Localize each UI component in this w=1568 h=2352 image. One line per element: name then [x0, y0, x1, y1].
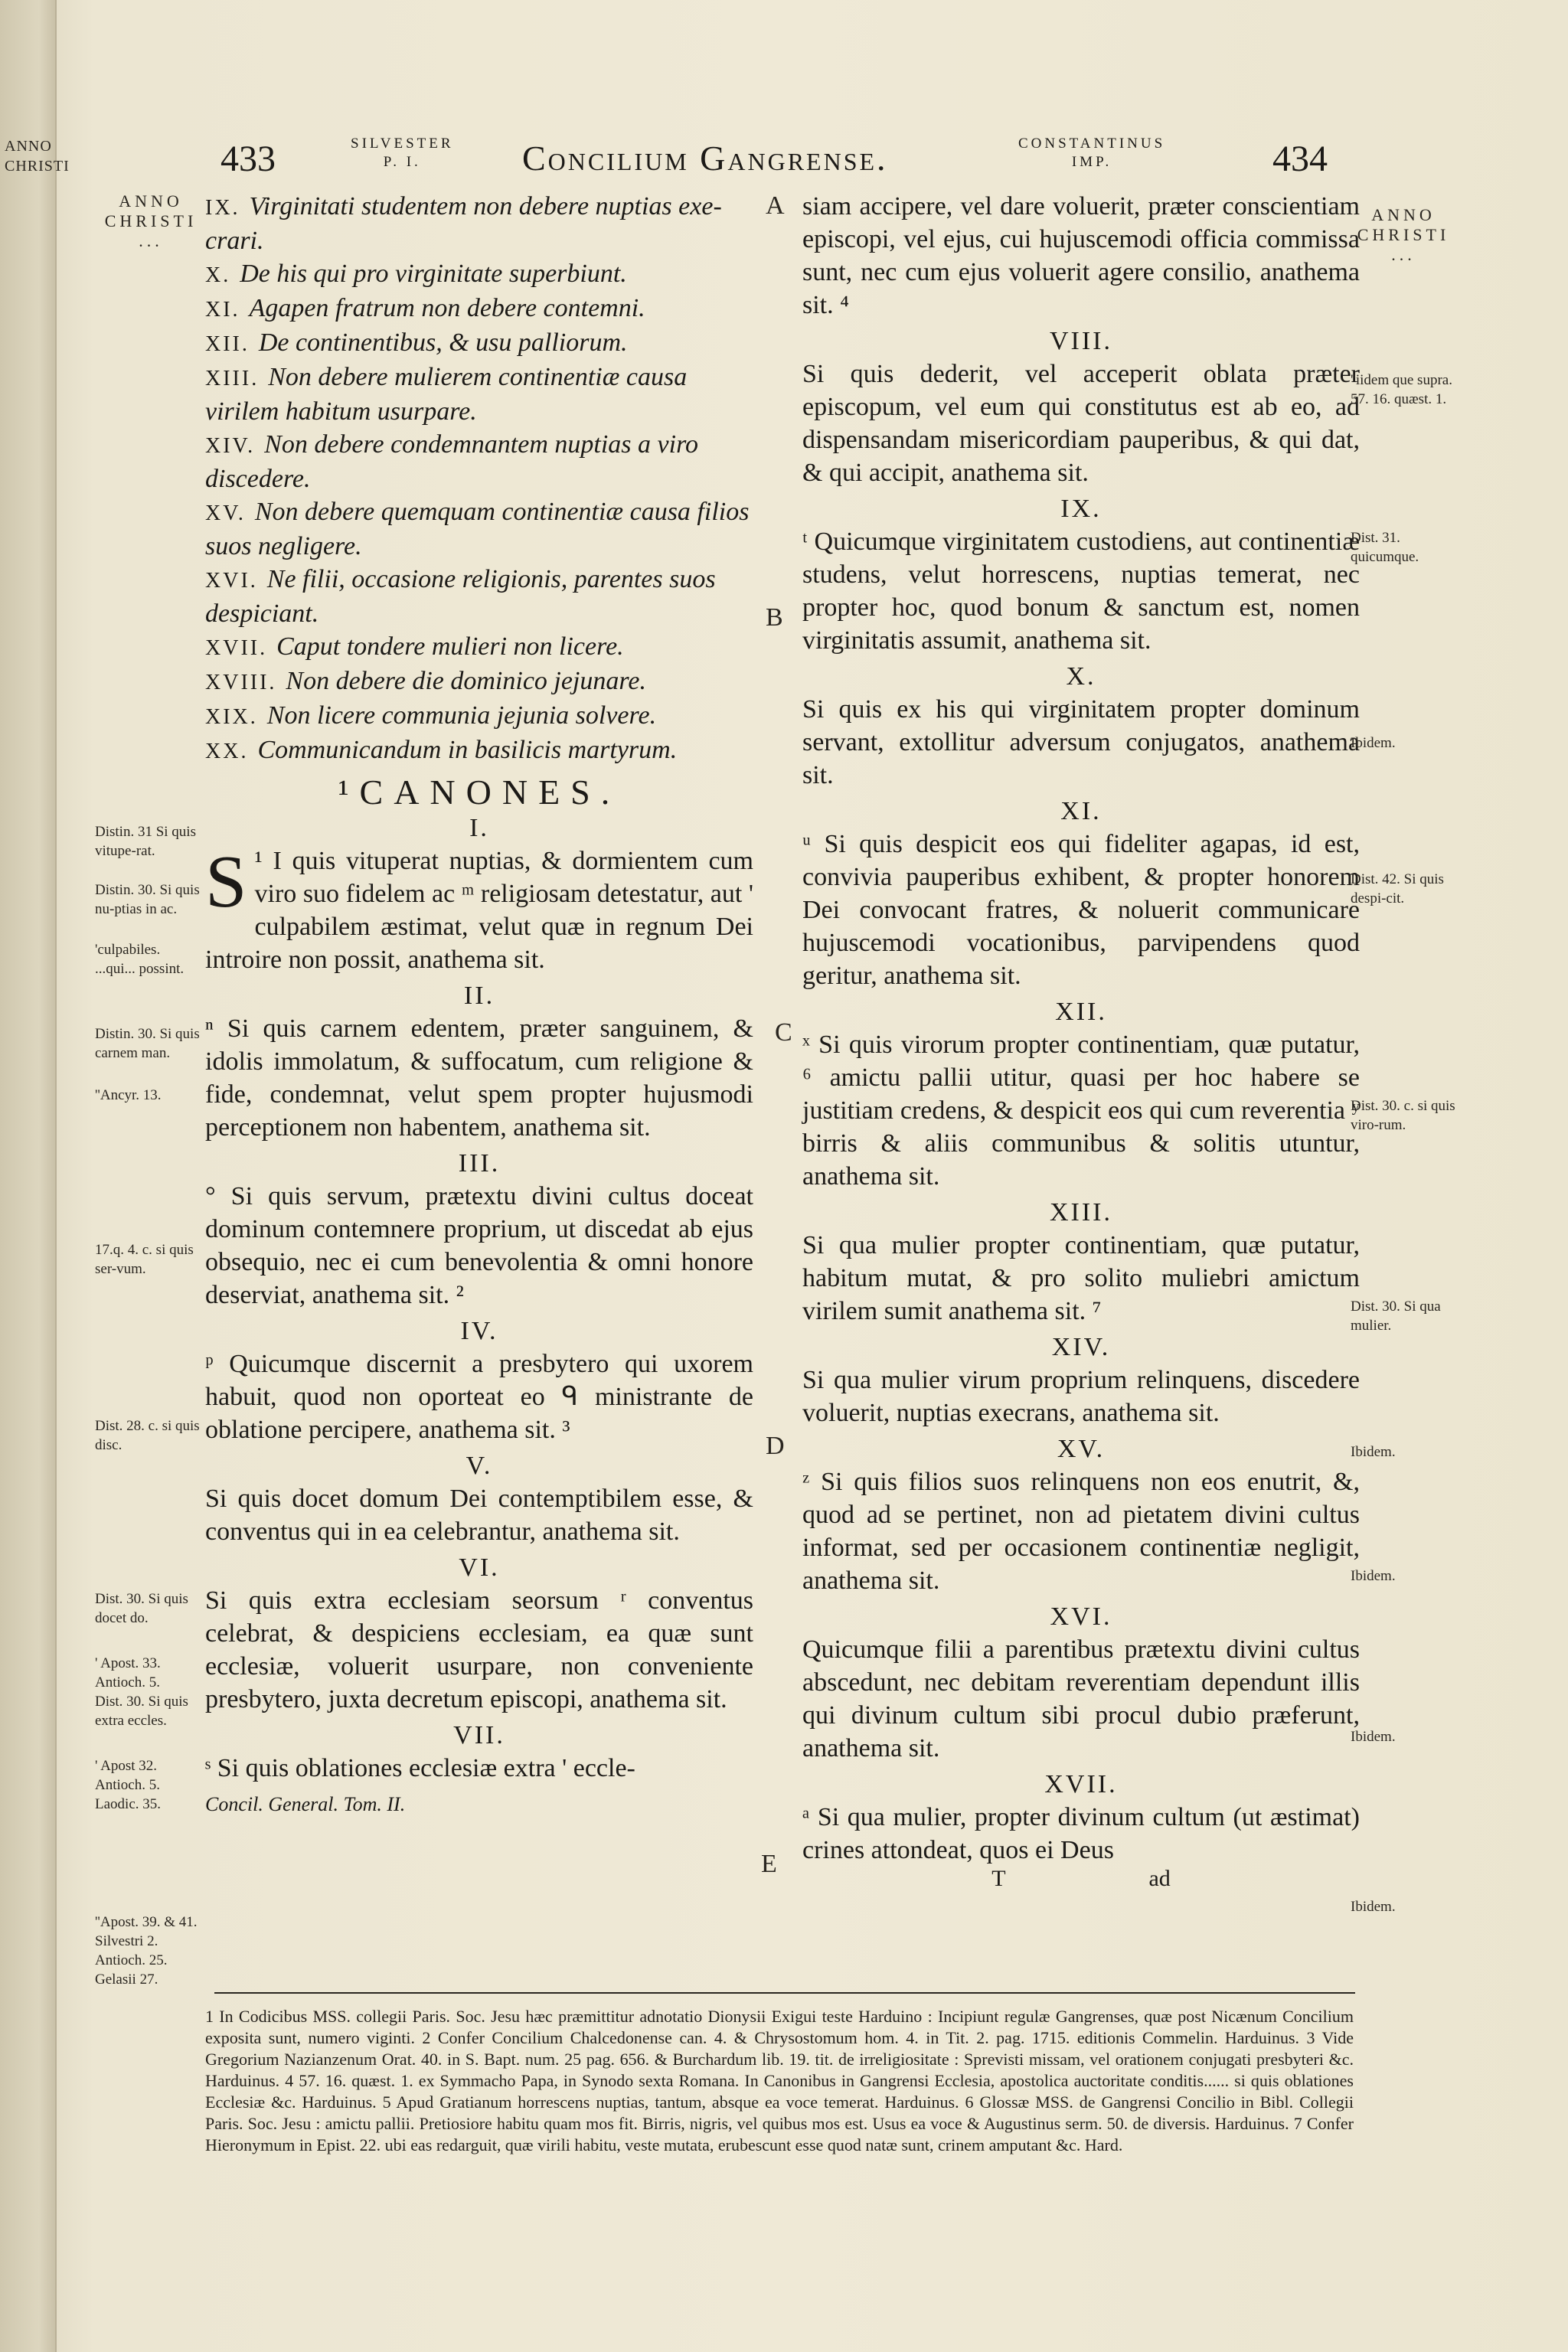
margin-note: ''Apost. 39. & 41. Silvestri 2. Antioch. 25. Gelasii 27.: [95, 1914, 198, 1988]
canon-body-text: ¹ I quis vituperat nuptias, & dormientem cum viro suo fidelem ac ᵐ religiosam detestatur, aut ' culpabilem æstimat, velut quæ in regnum Dei introire non possit, anathema sit.: [205, 847, 753, 974]
margin-note: Ibidem.: [1351, 1568, 1396, 1584]
toc-item: [205, 733, 753, 768]
toc-text: De continentibus, & usu palliorum.: [258, 328, 628, 357]
canon-text: siam accipere, vel dare voluerit, præter conscientiam episcopi, vel ejus, cui hujuscemodi officia commissa sunt, nec cum ejus voluerit agere consilio, anathema sit. ⁴: [802, 192, 1360, 319]
christi-label: CHRISTI: [104, 211, 198, 230]
section-letter-e: E: [761, 1850, 777, 1878]
canon-text: ᵃ Si qua mulier, propter divinum cultum (ut æstimat) crines attondeat, quos ei Deus: [802, 1803, 1360, 1864]
canon-text: ᵗ Quicumque virginitatem custodiens, aut continentiæ studens, velut horrescens, nuptias temerat, nec propter hoc, quod bonum & sanctum est, nomen virginitatis assumit, anathema sit.: [802, 528, 1360, 655]
canon-number: IX.: [1060, 495, 1102, 523]
canon-text: ᶻ Si quis filios suos relinquens non eos enutrit, &, quod ad se pertinet, non ad pietatem divini cultus informat, sed per occasionem continentiæ negligit, anathema sit.: [802, 1468, 1360, 1595]
anno-label: ANNO: [119, 191, 183, 211]
toc-item: [205, 361, 753, 428]
canones-heading: ¹CANONES.: [338, 773, 621, 812]
header-pope-name: SILVESTER: [351, 136, 454, 152]
header-emperor-title: IMP.: [1071, 154, 1112, 170]
toc-text: Non debere mulierem continentiæ causa virilem habitum usurpare.: [205, 363, 688, 426]
section-letter-c: C: [775, 1018, 792, 1047]
toc-item: [205, 292, 753, 326]
page-title: Concilium Gangrense.: [522, 139, 888, 178]
toc-item: [205, 699, 753, 733]
toc-number: XI.: [205, 298, 240, 322]
toc-item: [205, 495, 753, 563]
toc-item: [205, 428, 753, 495]
canon-text: ⁿ Si quis carnem edentem, præter sanguinem, & idolis immolatum, & suffocatum, cum religione & fide, condemnat, velut spem propter hujusmodi perceptionem non habentem, anathema sit.: [205, 1014, 753, 1142]
anno-label: ANNO: [1371, 205, 1436, 224]
canon-number: I.: [469, 814, 489, 842]
page-number-left: 433: [220, 139, 276, 179]
toc-number: XV.: [205, 501, 246, 525]
header-pope-title: P. I.: [383, 154, 421, 170]
toc-item: [205, 190, 753, 257]
header-pope: [351, 135, 454, 172]
section-letter-d: D: [766, 1432, 785, 1460]
margin-note: Dist. 30. Si quis extra eccles.: [95, 1694, 188, 1729]
toc-number: X.: [205, 263, 231, 287]
toc-item: [205, 563, 753, 630]
margin-note: Dist. 30. c. si quis viro-rum.: [1351, 1098, 1455, 1133]
margin-note: 17.q. 4. c. si quis ser-vum.: [95, 1242, 194, 1277]
header-emperor: [1018, 135, 1165, 172]
margin-note: 'culpabiles. ...qui... possint.: [95, 942, 185, 977]
margin-note: ' Apost 32. Antioch. 5. Laodic. 35.: [95, 1758, 162, 1812]
canon-number: XVI.: [1050, 1602, 1112, 1631]
canon-text: Si quis ex his qui virginitatem propter dominum servant, extollitur adversum conjugatos, anathema sit.: [802, 695, 1360, 789]
toc-number: XVI.: [205, 569, 258, 593]
signature-letter: [802, 1862, 1360, 1895]
toc-text: Ne filii, occasione religionis, parentes suos despiciant.: [205, 565, 716, 628]
canon-number: VI.: [459, 1553, 500, 1582]
toc-text: De his qui pro virginitate superbiunt.: [240, 260, 627, 288]
canon-number: VII.: [453, 1721, 505, 1749]
toc-text: Caput tondere mulieri non licere.: [276, 632, 624, 661]
year-placeholder: ...: [1391, 245, 1416, 264]
toc-number: XX.: [205, 740, 249, 763]
margin-note: Dist. 42. Si quis despi-cit.: [1351, 871, 1444, 906]
year-placeholder: ...: [139, 231, 163, 250]
signature-mark: Concil. General. Tom. II.: [205, 1793, 406, 1815]
margin-note: ''iidem que supra. 57. 16. quæst. 1.: [1351, 372, 1452, 407]
canon-number: VIII.: [1049, 327, 1113, 355]
canon-number: IV.: [460, 1317, 498, 1345]
canon-text: ᵘ Si quis despicit eos qui fideliter agapas, id est, convivia pauperibus exhibent, & propter honorem Dei convocant fratres, & noluerit communicare hujuscemodi vocationibus, parvipendens quod geritur, anathema sit.: [802, 830, 1360, 990]
canon-text: ᵖ Quicumque discernit a presbytero qui uxorem habuit, quod non oporteat eo ᑫ ministrante de oblatione percipere, anathema sit. ³: [205, 1350, 753, 1444]
margin-note: ' Apost. 33. Antioch. 5.: [95, 1655, 161, 1690]
left-column: [205, 190, 753, 1821]
toc-number: XII.: [205, 332, 250, 356]
canon-number: II.: [463, 982, 495, 1010]
toc-number: XIII.: [205, 367, 260, 390]
toc-text: Non debere condemnantem nuptias a viro discedere.: [205, 430, 699, 493]
drop-cap: S: [205, 841, 247, 923]
previous-page-edge: [0, 0, 70, 2352]
margin-note: Dist. 28. c. si quis disc.: [95, 1418, 200, 1453]
margin-note: Distin. 30. Si quis carnem man.: [95, 1026, 200, 1061]
margin-note: Dist. 30. Si quis docet do.: [95, 1591, 188, 1626]
toc-text: Communicandum in basilicis martyrum.: [257, 736, 678, 764]
canon-number: XV.: [1057, 1435, 1106, 1463]
canon-number: XII.: [1055, 998, 1107, 1026]
header-emperor-name: CONSTANTINUS: [1018, 136, 1166, 152]
toc-item: [205, 257, 753, 292]
footnotes: 1 In Codicibus MSS. collegii Paris. Soc. Jesu hæc præmittitur adnotatio Dionysii Exigui teste Harduino : Incipiunt regulæ Gangrenses, quæ post Nicænum Concilium exposita sunt, numero viginti. 2 Confer Concilium Chalcedonense can. 4. & Chrysostomum hom. 4. in Tit. 2. pag. 1715. editionis Commelin. Harduinus. 3 Vide Gregorium Nazianzenum Orat. 40. in S. Bapt. num. 25 pag. 656. & Burchardum lib. 19. tit. de irreligiositate : Sprevisti missam, vel orationem conjugati presbyteri &c. Harduinus. 4 57. 16. quæst. 1. ex Symmacho Papa, in Synodo sexta Romana. In Canonibus in Gangrensi Ecclesia, apostolica auctoritate conditis...... si quis oblationes Ecclesiæ &c. Harduinus. 5 Apud Gratianum horrescens nuptias, tantum, absque ea voce temerat. Harduinus. 6 Glossæ MSS. de Gangrensi Concilio in Bibl. Collegii Paris. Soc. Jesu : amictu pallii. Pretiosiore habitu quam mos fit. Birris, nigris, vel quibus mos est. Usus ea voce & Augustinus serm. 50. de diversis. Harduinus. 7 Confer Hieronymum in Epist. 22. ubi eas redarguit, quæ virili habitu, veste mutata, erubescunt esse quod natæ sunt, crinem amputant &c. Hard.: [205, 2007, 1354, 2154]
margin-note: Ibidem.: [1351, 1729, 1396, 1745]
canon-text: [205, 841, 753, 976]
toc-number: XVIII.: [205, 671, 277, 694]
toc-item: [205, 326, 753, 361]
margin-note: Dist. 31. quicumque.: [1351, 530, 1419, 565]
margin-note: Distin. 30. Si quis nu-ptias in ac.: [95, 882, 200, 917]
canon-text: ˢ Si quis oblationes ecclesiæ extra ' eccle-: [205, 1754, 635, 1782]
canon-number: V.: [466, 1452, 493, 1480]
canon-number: XIII.: [1049, 1198, 1113, 1227]
toc-item: [205, 665, 753, 699]
canon-text: Quicumque filii a parentibus prætextu divini cultus abscedunt, nec debitam reverentiam dependunt illis qui divinum cultum sibi procul dubio præferunt, anathema sit.: [802, 1635, 1360, 1762]
section-letter-b: B: [766, 603, 783, 632]
gutter-text: ANNO CHRISTI: [5, 138, 70, 175]
margin-note: Distin. 31 Si quis vitupe-rat.: [95, 824, 196, 859]
canon-text: Si qua mulier virum proprium relinquens, discedere voluerit, nuptias execrans, anathema sit.: [802, 1366, 1360, 1427]
page-number-right: 434: [1272, 139, 1328, 179]
toc-text: Non debere die dominico jejunare.: [286, 667, 646, 695]
canon-number: XIV.: [1051, 1333, 1111, 1361]
canon-text: Si quis dederit, vel acceperit oblata præter episcopum, vel eum qui constitutus est ab eo, ad dispensandam misericordiam pauperibus, & qui dat, & qui accipit, anathema sit.: [802, 360, 1360, 487]
toc-number: IX.: [205, 196, 240, 220]
canon-text: Si quis extra ecclesiam seorsum ʳ conventus celebrat, & despiciens ecclesiam, ea quæ sunt ecclesiæ, voluerit usurpare, non conveniente presbytero, juxta decretum episcopi, anathema sit.: [205, 1586, 753, 1713]
toc-text: Virginitati studentem non debere nuptias exe-crari.: [205, 192, 722, 255]
margin-note: Ibidem.: [1351, 1444, 1396, 1460]
right-column: [802, 190, 1360, 1895]
margin-note: Ibidem.: [1351, 1899, 1396, 1915]
toc-item: [205, 630, 753, 665]
toc-text: Non debere quemquam continentiæ causa filios suos negligere.: [205, 498, 750, 560]
footnote-rule: [214, 1992, 1355, 1994]
canon-number: XVII.: [1044, 1770, 1118, 1798]
canon-text: ˣ Si quis virorum propter continentiam, quæ putatur, ⁶ amictu pallii utitur, quasi per hoc habere se justitiam credens, & despicit eos qui cum reverentia ʸ birris & aliis communibus & solitis utuntur, anathema sit.: [802, 1031, 1360, 1191]
margin-note: Dist. 30. Si qua mulier.: [1351, 1298, 1441, 1334]
toc-number: XIX.: [205, 705, 258, 729]
toc-text: Agapen fratrum non debere contemni.: [249, 294, 645, 322]
margin-note: Ibidem.: [1351, 735, 1396, 751]
quire-signature: T: [991, 1866, 1005, 1891]
canon-text: ° Si quis servum, prætextu divini cultus doceat dominum contemnere proprium, ut discedat ab ejus obsequio, nec ei cum benevolentia & omni honore deserviat, anathema sit. ²: [205, 1182, 753, 1309]
toc-text: Non licere communia jejunia solvere.: [266, 701, 657, 730]
toc-number: XIV.: [205, 434, 256, 458]
canon-number: III.: [458, 1149, 501, 1178]
catchword: ad: [1148, 1866, 1171, 1891]
canon-number: X.: [1066, 662, 1096, 691]
section-letter-a: A: [766, 191, 785, 220]
table-of-canons: [205, 190, 753, 768]
toc-number: XVII.: [205, 636, 268, 660]
canon-text: Si qua mulier propter continentiam, quæ putatur, habitum mutat, & pro solito muliebri amictum virilem sumit anathema sit. ⁷: [802, 1231, 1360, 1325]
christi-label: CHRISTI: [1357, 225, 1450, 244]
anno-christi-left: [101, 191, 201, 251]
margin-note: ''Ancyr. 13.: [95, 1087, 162, 1103]
canon-text: Si quis docet domum Dei contemptibilem esse, & conventus qui in ea celebrantur, anathema sit.: [205, 1485, 753, 1546]
canon-number: XI.: [1060, 797, 1102, 825]
anno-christi-right: [1354, 205, 1453, 265]
